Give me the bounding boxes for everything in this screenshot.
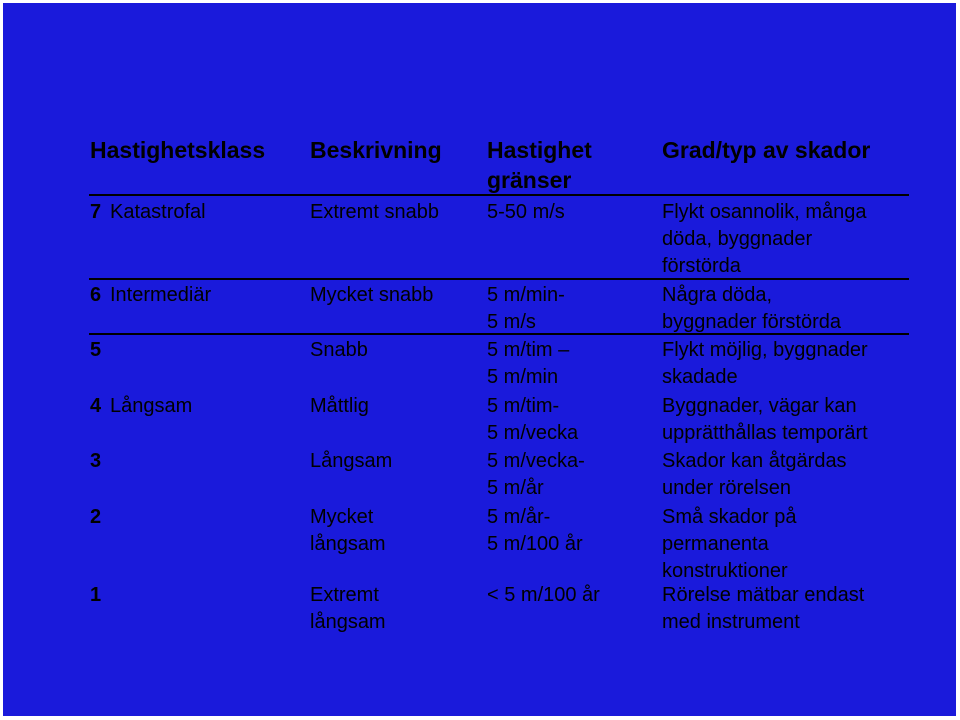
row-damage: Små skador på	[662, 506, 797, 528]
row-damage: förstörda	[662, 255, 741, 277]
row-description: Mycket snabb	[310, 284, 434, 306]
row-damage: Byggnader, vägar kan	[662, 395, 857, 417]
row-number: 7	[90, 201, 102, 223]
row-damage: skadade	[662, 366, 738, 388]
row-number: 2	[90, 506, 102, 528]
row-damage: Flykt osannolik, många	[662, 201, 867, 223]
row-number: 5	[90, 339, 102, 361]
row-speed: < 5 m/100 år	[487, 584, 600, 606]
row-damage: konstruktioner	[662, 560, 788, 582]
row-speed: 5 m/vecka	[487, 422, 579, 444]
row-speed: 5 m/år	[487, 477, 544, 499]
row-damage: upprätthållas temporärt	[662, 422, 868, 444]
row-description: långsam	[310, 611, 386, 633]
row-speed: 5-50 m/s	[487, 201, 565, 223]
row-damage: Flykt möjlig, byggnader	[662, 339, 868, 361]
header-class: Hastighetsklass	[90, 137, 266, 163]
row-speed: 5 m/s	[487, 311, 536, 333]
row-damage: Skador kan åtgärdas	[662, 450, 847, 472]
row-damage: permanenta	[662, 533, 769, 555]
row-divider	[89, 333, 909, 335]
row-number: 4	[90, 395, 102, 417]
row-speed: 5 m/tim –	[487, 339, 570, 361]
row-class-name: Långsam	[110, 395, 193, 417]
row-number: 6	[90, 284, 102, 306]
row-damage: byggnader förstörda	[662, 311, 842, 333]
row-damage: döda, byggnader	[662, 228, 813, 250]
row-damage: med instrument	[662, 611, 800, 633]
header-speed-line2: gränser	[487, 167, 572, 193]
row-description: långsam	[310, 533, 386, 555]
slide	[3, 3, 956, 716]
header-divider	[89, 194, 909, 196]
row-description: Långsam	[310, 450, 393, 472]
row-description: Mycket	[310, 506, 374, 528]
row-speed: 5 m/vecka-	[487, 450, 585, 472]
row-divider	[89, 278, 909, 280]
header-damage: Grad/typ av skador	[662, 137, 871, 163]
row-speed: 5 m/tim-	[487, 395, 560, 417]
row-damage: Några döda,	[662, 284, 773, 306]
speed-class-table	[3, 3, 956, 716]
row-speed: 5 m/år-	[487, 506, 551, 528]
row-speed: 5 m/min-	[487, 284, 565, 306]
row-speed: 5 m/100 år	[487, 533, 583, 555]
row-damage: under rörelsen	[662, 477, 791, 499]
row-class-name: Intermediär	[110, 284, 212, 306]
row-description: Extremt snabb	[310, 201, 439, 223]
row-class-name: Katastrofal	[110, 201, 206, 223]
row-damage: Rörelse mätbar endast	[662, 584, 865, 606]
header-speed-line1: Hastighet	[487, 137, 592, 163]
row-description: Snabb	[310, 339, 368, 361]
row-description: Extremt	[310, 584, 379, 606]
row-speed: 5 m/min	[487, 366, 559, 388]
header-description: Beskrivning	[310, 137, 442, 163]
row-number: 1	[90, 584, 102, 606]
row-number: 3	[90, 450, 102, 472]
row-description: Måttlig	[310, 395, 369, 417]
